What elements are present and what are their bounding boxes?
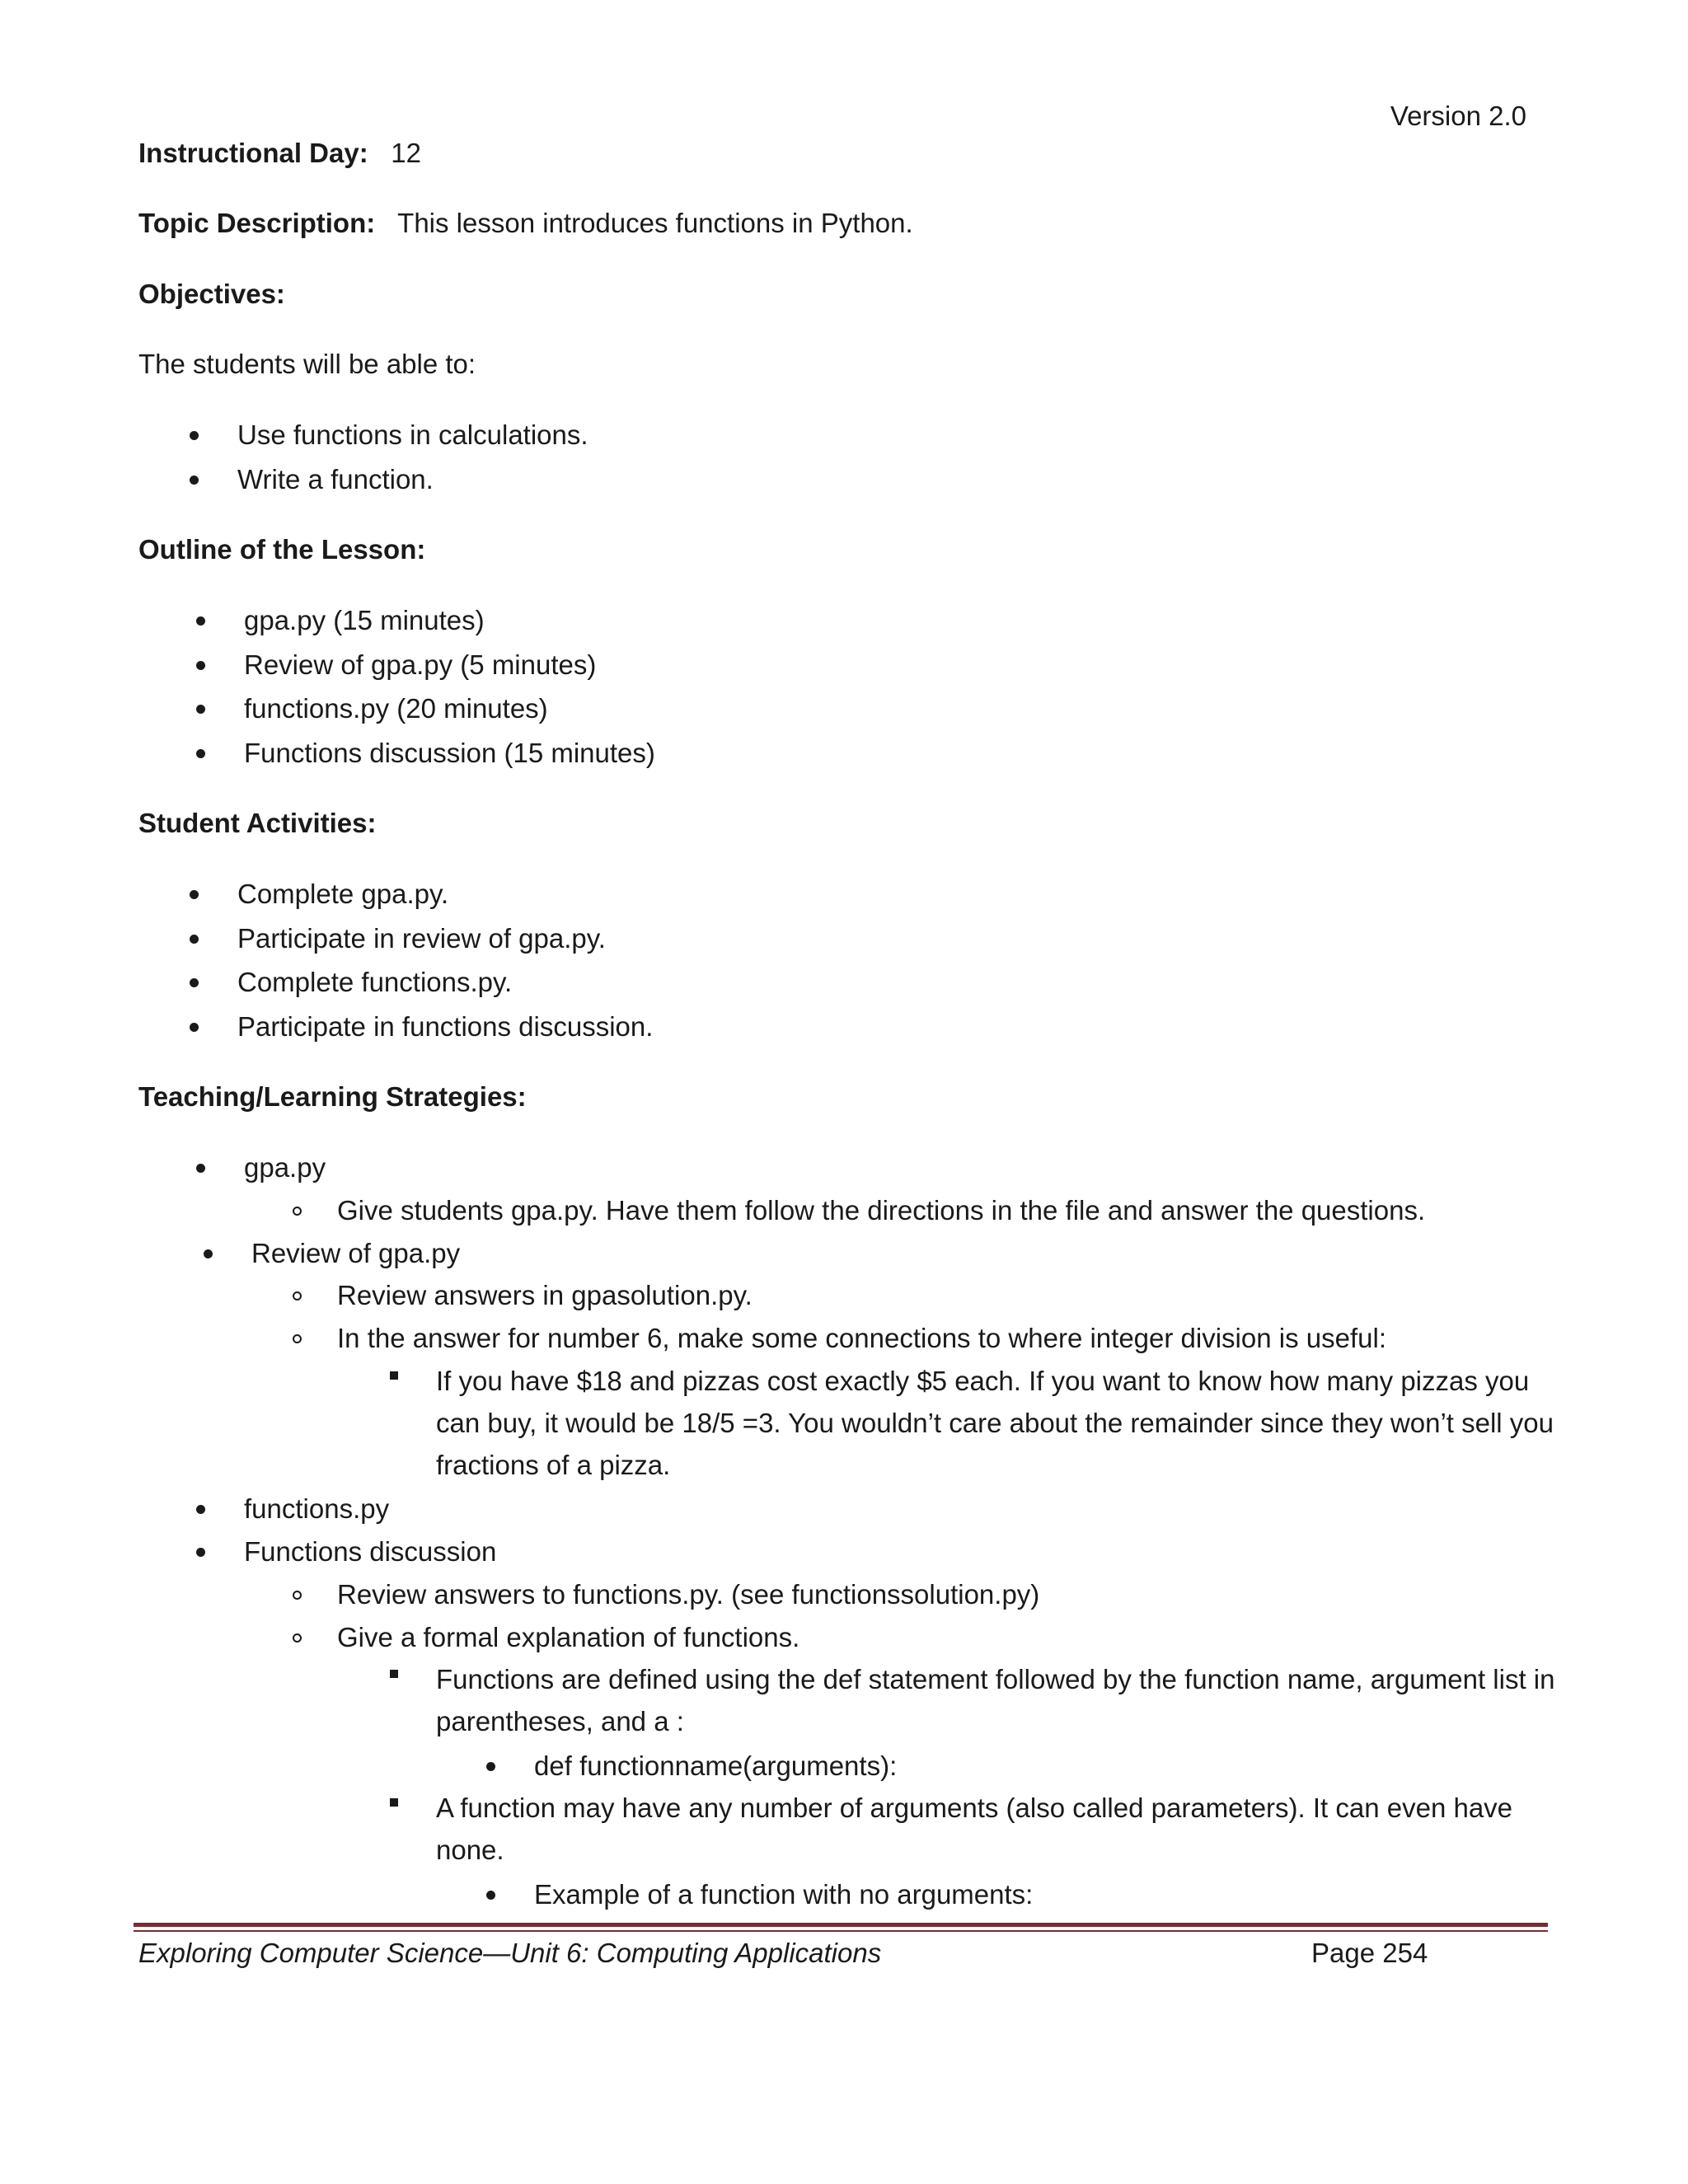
objective-item: Use functions in calculations. <box>237 419 588 450</box>
activity-item: Complete functions.py. <box>237 967 513 997</box>
strategy-gpa: gpa.py <box>244 1152 326 1183</box>
strategy-review: Review of gpa.py <box>251 1238 461 1268</box>
strategy-review-detail: If you have $18 and pizzas cost exactly $5 each. If you want to know how many pizzas you can buy, it would be 18/5 =3. You wouldn’t care about the remainder since they won’t sell you fractions of a pizza. <box>436 1360 1557 1486</box>
objectives-intro: The students will be able to: <box>138 349 476 379</box>
activity-item: Participate in review of gpa.py. <box>237 923 606 954</box>
outline-item: gpa.py (15 minutes) <box>244 605 485 635</box>
strategy-review-sub1: Review answers in gpasolution.py. <box>337 1280 753 1310</box>
footer-title: Exploring Computer Science—Unit 6: Computing Applications <box>138 1938 882 1968</box>
objective-item: Write a function. <box>237 464 434 494</box>
outline-item: Functions discussion (15 minutes) <box>244 738 655 768</box>
instructional-day-label: Instructional Day: <box>138 138 368 168</box>
strategy-review-sub2: In the answer for number 6, make some connections to where integer division is useful: <box>337 1323 1386 1353</box>
topic-value: This lesson introduces functions in Python. <box>397 208 913 238</box>
strategy-functions-py: functions.py <box>244 1493 390 1524</box>
activity-item: Participate in functions discussion. <box>237 1011 654 1042</box>
topic-line <box>138 208 913 239</box>
strategy-discussion-sub1: Review answers to functions.py. (see functionssolution.py) <box>337 1579 1040 1610</box>
topic-label: Topic Description: <box>138 208 376 238</box>
outline-item: functions.py (20 minutes) <box>244 693 548 724</box>
footer-rule-thin <box>134 1930 1548 1932</box>
outline-heading: Outline of the Lesson: <box>138 534 426 565</box>
strategy-discussion-point1: Functions are defined using the def statement followed by the function name, argument list in parentheses, and a : <box>436 1658 1557 1742</box>
activities-heading: Student Activities: <box>138 808 377 838</box>
strategy-discussion-sub2: Give a formal explanation of functions. <box>337 1622 800 1652</box>
outline-item: Review of gpa.py (5 minutes) <box>244 649 597 680</box>
activity-item: Complete gpa.py. <box>237 879 449 909</box>
objectives-heading: Objectives: <box>138 279 285 309</box>
strategy-discussion-point2-example: Example of a function with no arguments: <box>534 1879 1034 1910</box>
strategies-heading: Teaching/Learning Strategies: <box>138 1081 527 1112</box>
strategy-discussion-point1-example: def functionname(arguments): <box>534 1750 898 1781</box>
version-label: Version 2.0 <box>1390 101 1526 131</box>
page-number: Page 254 <box>1311 1938 1428 1968</box>
strategy-discussion-point2: A function may have any number of arguments (also called parameters). It can even have none. <box>436 1787 1557 1871</box>
footer-rule <box>134 1923 1548 1927</box>
strategy-discussion: Functions discussion <box>244 1536 497 1567</box>
instructional-day-line <box>138 138 421 169</box>
instructional-day-value: 12 <box>391 138 421 168</box>
strategy-gpa-sub: Give students gpa.py. Have them follow the directions in the file and answer the questions. <box>337 1195 1426 1226</box>
